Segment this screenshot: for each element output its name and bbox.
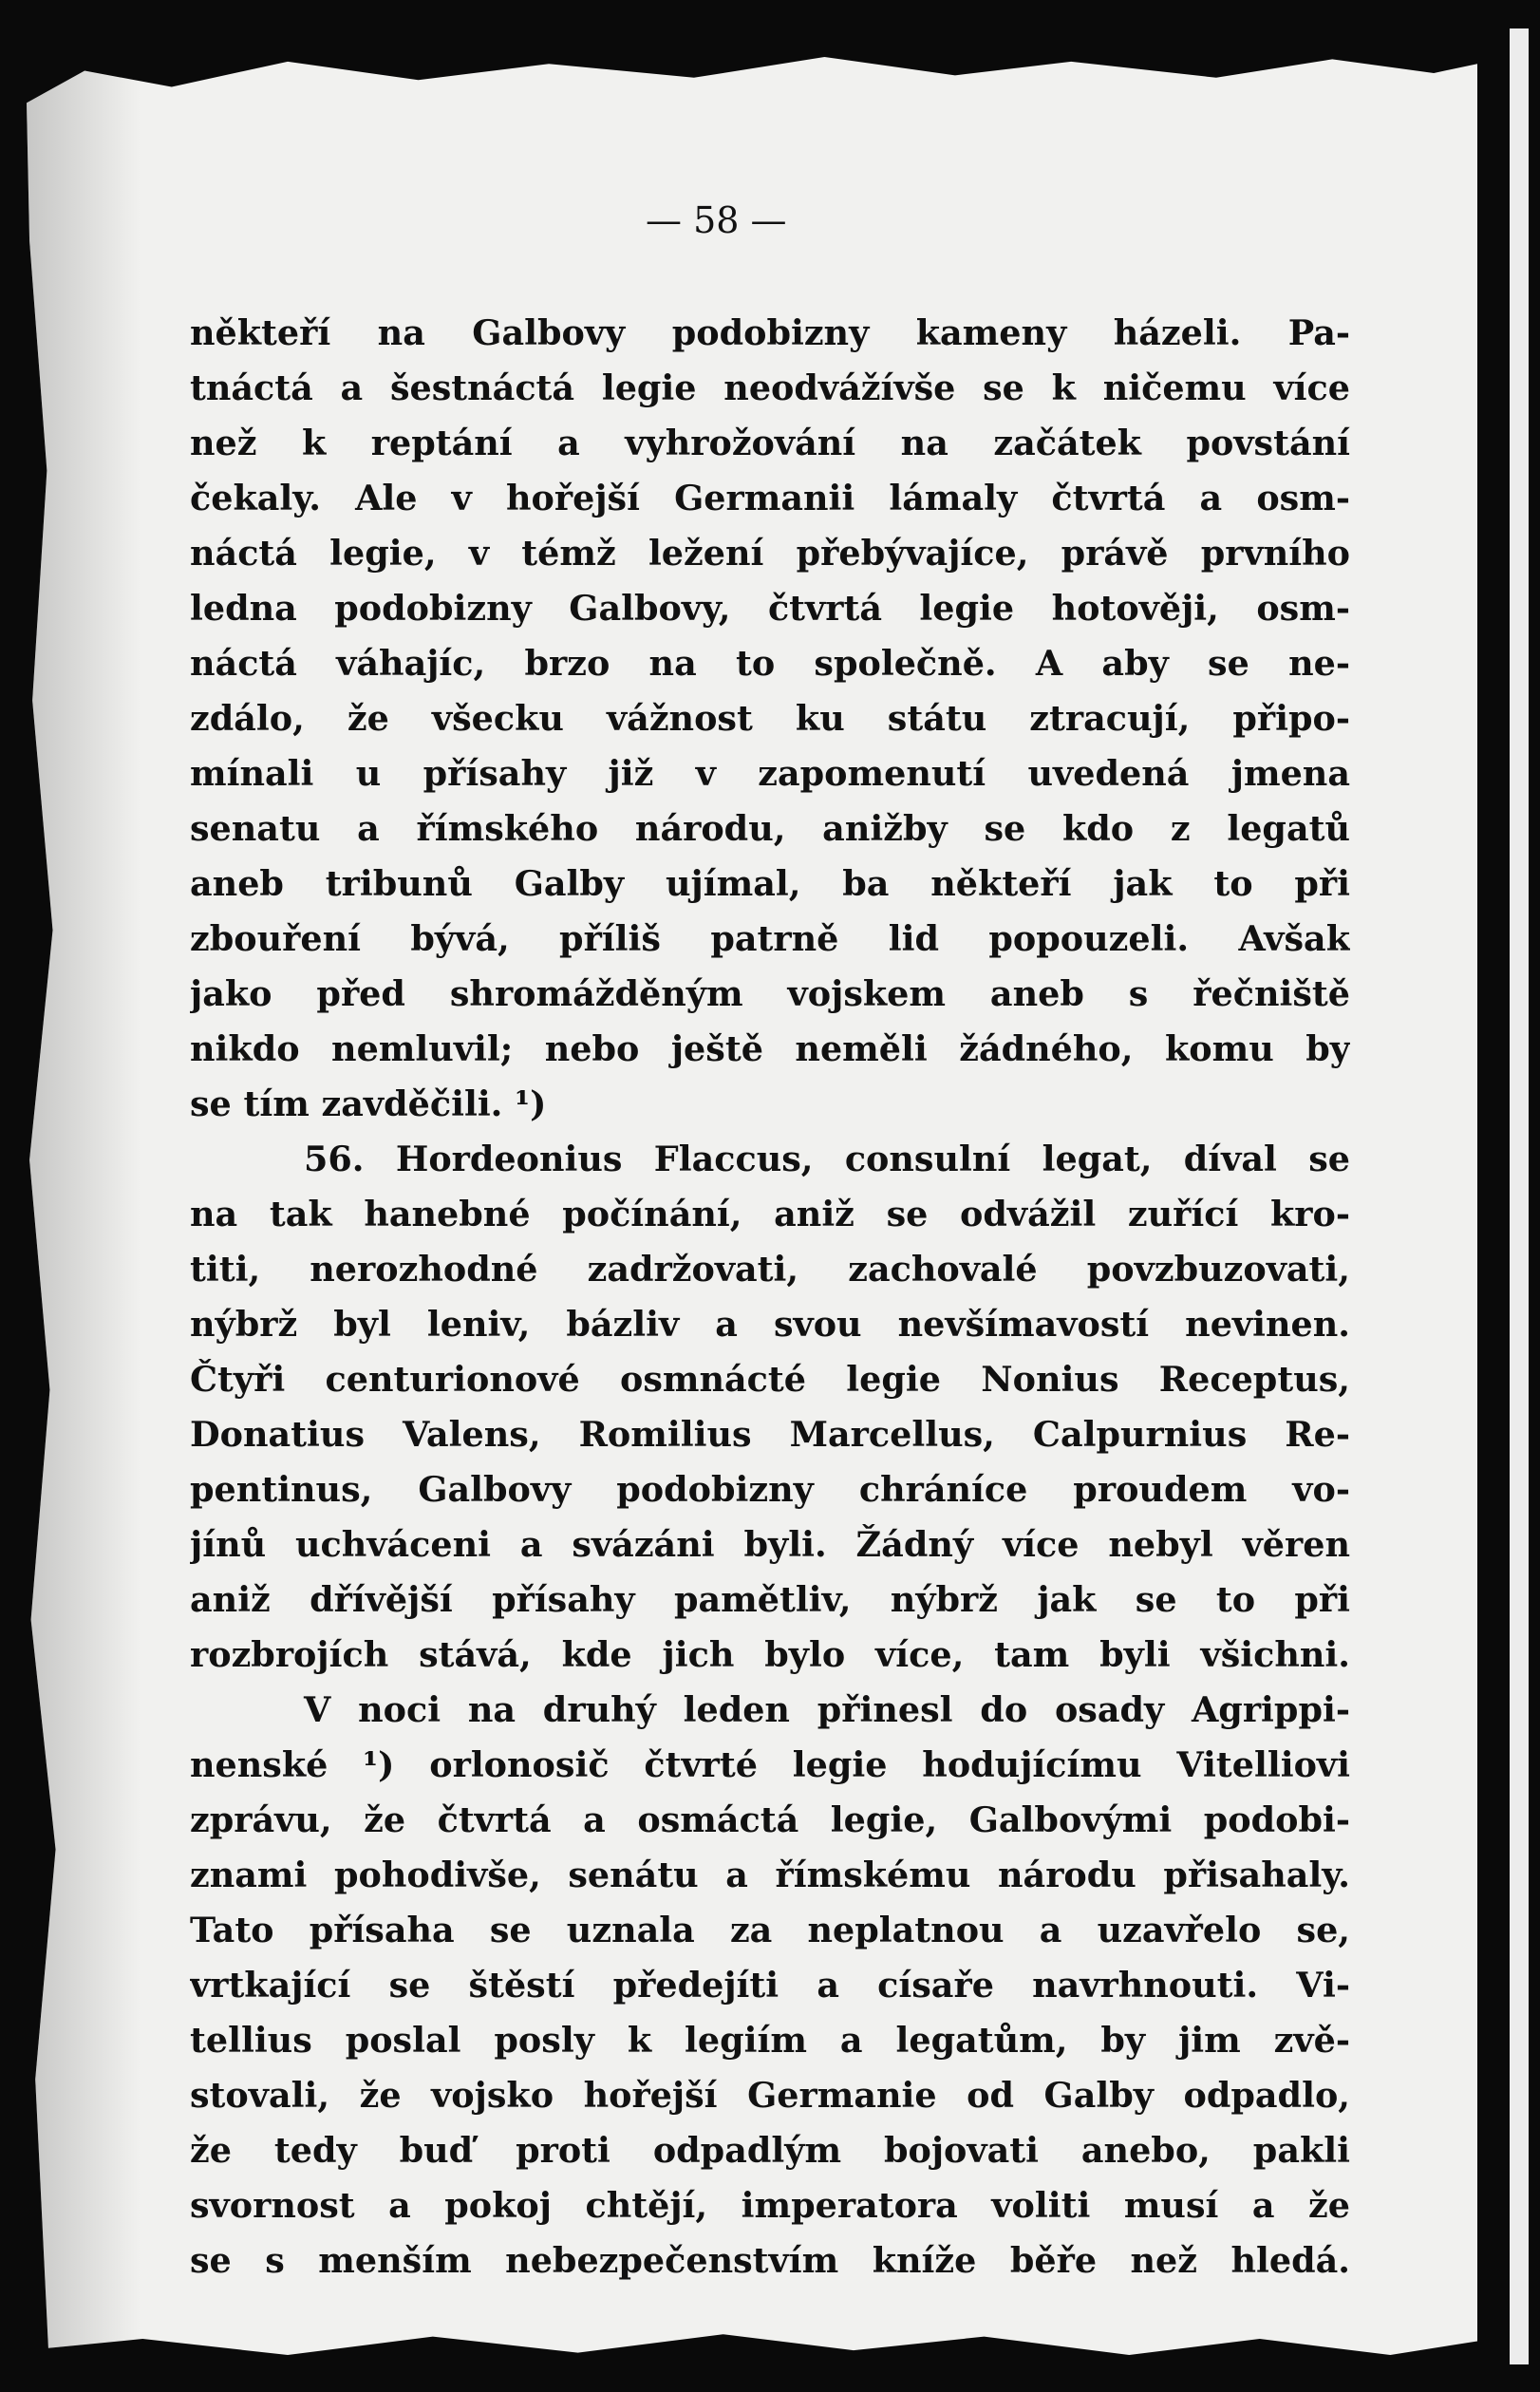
text-line: že tedy buď proti odpadlým bojovati anebo, pakli [190,2130,1350,2171]
text-line: nenské ¹) orlonosič čtvrté legie hodujícímu Vitelliovi [190,1744,1350,1785]
adjacent-page-edge [1510,28,1529,2364]
text-line: stovali, že vojsko hořejší Germanie od Galby odpadlo, [190,2075,1350,2116]
text-line: svornost a pokoj chtějí, imperatora voliti musí a že [190,2185,1350,2226]
text-line: mínali u přísahy již v zapomenutí uvedená jmena [190,753,1350,794]
text-line: než k reptání a vyhrožování na začátek povstání [190,423,1350,463]
text-line: aniž dřívější přísahy pamětliv, nýbrž jak se to při [190,1579,1350,1620]
text-line: na tak hanebné počínání, aniž se odvážil zuřící kro- [190,1194,1350,1234]
text-line: rozbrojích stává, kde jich bylo více, tam byli všichni. [190,1634,1350,1675]
text-line: znami pohodivše, senátu a římskému národu přisahaly. [190,1855,1350,1895]
text-line: aneb tribunů Galby ujímal, ba někteří jak to při [190,863,1350,904]
text-line: Donatius Valens, Romilius Marcellus, Calpurnius Re- [190,1414,1350,1455]
text-line: se tím zavděčili. ¹) [190,1083,547,1124]
text-line: pentinus, Galbovy podobizny chráníce proudem vo- [190,1469,1350,1510]
text-line: náctá váhajíc, brzo na to společně. A aby se ne- [190,643,1350,684]
text-line: V noci na druhý leden přinesl do osady Agrippi- [304,1689,1350,1730]
text-line: náctá legie, v témž ležení přebývajíce, právě prvního [190,533,1350,574]
text-line: tellius poslal posly k legiím a legatům, by jim zvě- [190,2020,1350,2061]
text-line: Čtyři centurionové osmnácté legie Nonius Receptus, [190,1359,1350,1400]
text-line: Tato přísaha se uznala za neplatnou a uzavřelo se, [190,1910,1350,1950]
page-number: — 58 — [646,199,787,241]
text-line: vrtkající se štěstí předejíti a císaře navrhnouti. Vi- [190,1965,1350,2006]
text-line: někteří na Galbovy podobizny kameny házeli. Pa- [190,312,1350,353]
text-line: zdálo, že všecku vážnost ku státu ztracují, připo- [190,698,1350,739]
text-line: jínů uchváceni a svázáni byli. Žádný více nebyl věren [190,1524,1350,1565]
text-line: se s menším nebezpečenstvím kníže běře než hledá. [190,2240,1350,2281]
text-line: jako před shromážděným vojskem aneb s řečniště [190,973,1350,1014]
text-line: titi, nerozhodné zadržovati, zachovalé povzbuzovati, [190,1249,1350,1290]
text-line: nikdo nemluvil; nebo ještě neměli žádného, komu by [190,1028,1350,1069]
text-line: 56. Hordeonius Flaccus, consulní legat, díval se [304,1139,1350,1179]
text-line: nýbrž byl leniv, bázliv a svou nevšímavostí nevinen. [190,1304,1350,1345]
text-line: tnáctá a šestnáctá legie neodvážívše se k ničemu více [190,367,1350,408]
text-line: senatu a římského národu, anižby se kdo z legatů [190,808,1350,849]
body-text [190,306,1350,2288]
text-line: čekaly. Ale v hořejší Germanii lámaly čtvrtá a osm- [190,478,1350,518]
text-line: ledna podobizny Galbovy, čtvrtá legie hotověji, osm- [190,588,1350,629]
text-line: zprávu, že čtvrtá a osmáctá legie, Galbovými podobi- [190,1799,1350,1840]
text-line: zbouření bývá, příliš patrně lid popouzeli. Avšak [190,918,1350,959]
page-shadow [27,57,141,2355]
